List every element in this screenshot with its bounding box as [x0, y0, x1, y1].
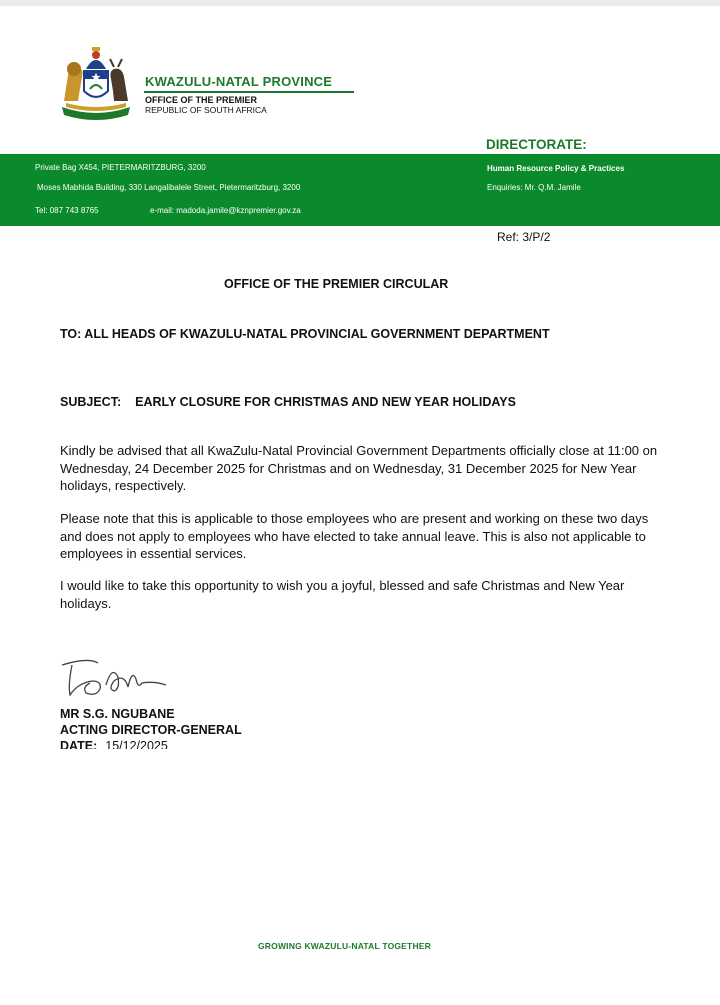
footer-slogan: GROWING KWAZULU-NATAL TOGETHER [258, 941, 431, 951]
republic-name: REPUBLIC OF SOUTH AFRICA [145, 105, 267, 115]
body-paragraph: Please note that this is applicable to those employees who are present and working on these two days and does not apply to employees who have elected to take annual leave. This is also not applicable to employees in essential services. [60, 511, 649, 561]
province-name: KWAZULU-NATAL PROVINCE [145, 74, 333, 89]
email-address: e-mail: madoda.jamile@kznpremier.gov.za [150, 206, 301, 215]
reference-number: Ref: 3/P/2 [497, 230, 551, 244]
telephone: Tel: 087 743 8765 [35, 206, 99, 215]
top-border [0, 0, 720, 6]
subject-line [60, 395, 516, 409]
office-name: OFFICE OF THE PREMIER [145, 95, 258, 105]
street-address: Moses Mabhida Building, 330 Langalibalele Street, Pietermaritzburg, 3200 [37, 183, 301, 192]
subject-label: SUBJECT: [60, 395, 122, 409]
signatory-name: MR S.G. NGUBANE [60, 707, 175, 721]
body-paragraph: Kindly be advised that all KwaZulu-Natal Provincial Government Departments officially close at 11:00 on Wednesday, 24 December 2025 for Christmas and on Wednesday, 31 December 2025 for New Year holidays, respectively. [60, 443, 658, 493]
directorate-label: DIRECTORATE: [486, 137, 587, 152]
date-value: 15/12/2025 [105, 739, 168, 749]
letterhead-divider [144, 91, 354, 93]
body-paragraph: I would like to take this opportunity to wish you a joyful, blessed and safe Christmas and New Year holidays. [60, 578, 625, 611]
date-row [60, 738, 242, 749]
postal-address: Private Bag X454, PIETERMARITZBURG, 3200 [35, 163, 206, 172]
circular-title: OFFICE OF THE PREMIER CIRCULAR [224, 277, 449, 291]
signature-icon [58, 655, 178, 703]
enquiries-contact: Enquiries: Mr. Q.M. Jamile [487, 183, 581, 192]
coat-of-arms-icon [56, 45, 136, 123]
recipient-line: TO: ALL HEADS OF KWAZULU-NATAL PROVINCIAL GOVERNMENT DEPARTMENT [60, 327, 550, 341]
directorate-name: Human Resource Policy & Practices [487, 164, 625, 173]
contact-bar [0, 154, 720, 226]
signatory-title: ACTING DIRECTOR-GENERAL [60, 723, 242, 737]
signatory-block [60, 706, 242, 749]
subject-value: EARLY CLOSURE FOR CHRISTMAS AND NEW YEAR HOLIDAYS [135, 395, 516, 409]
date-label: DATE: [60, 739, 98, 749]
